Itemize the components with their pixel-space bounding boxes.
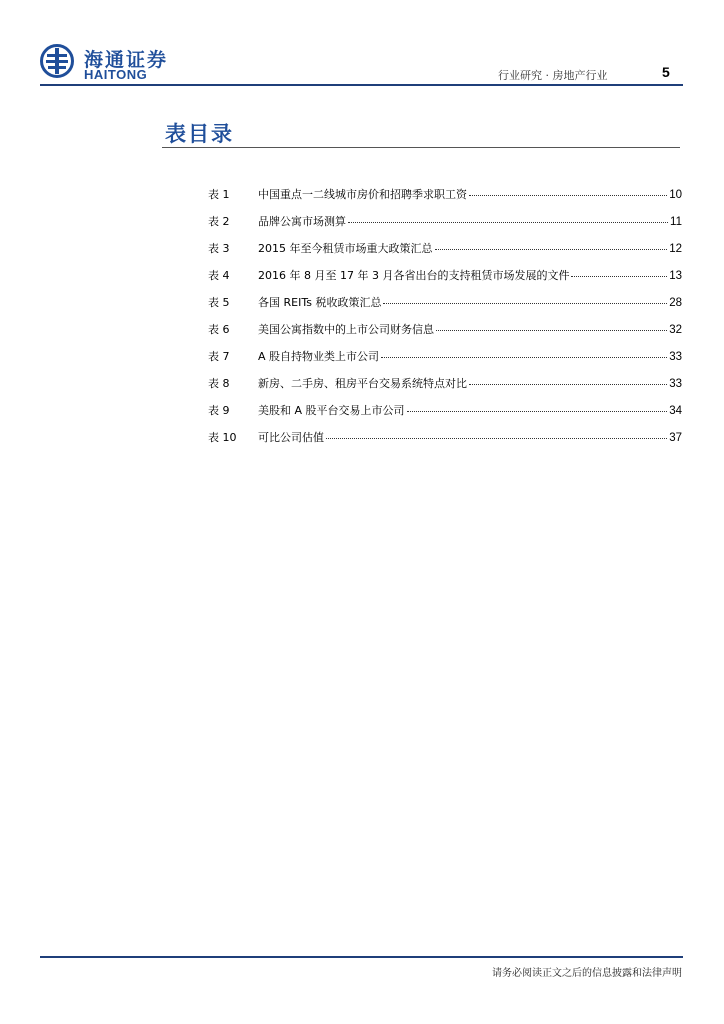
toc-entry-title: 中国重点一二线城市房价和招聘季求职工资	[258, 188, 467, 201]
logo-english-name: HAITONG	[84, 67, 148, 82]
logo-chinese-name: 海通证券	[84, 49, 169, 71]
toc-entry-number: 表 7	[208, 350, 230, 363]
toc-entry-page: 10	[669, 189, 682, 201]
dot-leader	[326, 438, 667, 439]
dot-leader	[348, 222, 668, 223]
toc-entry-number: 表 8	[208, 377, 230, 390]
table-of-tables	[208, 186, 682, 456]
header-divider	[40, 84, 683, 86]
toc-entry[interactable]	[208, 348, 682, 375]
report-category: 行业研究 · 房地产行业	[498, 69, 608, 82]
toc-entry-page: 37	[669, 432, 682, 444]
toc-entry-title: 各国 REITs 税收政策汇总	[258, 296, 382, 309]
haitong-logo	[40, 44, 190, 84]
toc-entry-title: 2015 年至今租赁市场重大政策汇总	[258, 242, 433, 255]
dot-leader	[381, 357, 667, 358]
haitong-logo-icon	[40, 44, 74, 78]
toc-entry-title: A 股自持物业类上市公司	[258, 350, 380, 363]
toc-entry-number: 表 2	[208, 215, 230, 228]
toc-entry-number: 表 6	[208, 323, 230, 336]
toc-entry-page: 11	[670, 216, 682, 228]
toc-entry-page: 28	[669, 297, 682, 309]
toc-entry[interactable]	[208, 375, 682, 402]
title-divider	[162, 147, 680, 148]
page-title: 表目录	[165, 121, 234, 146]
toc-entry-number: 表 1	[208, 188, 230, 201]
toc-entry-page: 13	[669, 270, 682, 282]
toc-entry[interactable]	[208, 186, 682, 213]
toc-entry-number: 表 4	[208, 269, 230, 282]
toc-entry-number: 表 10	[208, 431, 237, 444]
toc-entry-number: 表 5	[208, 296, 230, 309]
toc-entry[interactable]	[208, 294, 682, 321]
toc-entry-title: 2016 年 8 月至 17 年 3 月各省出台的支持租赁市场发展的文件	[258, 269, 570, 282]
page-number: 5	[662, 64, 670, 80]
toc-entry[interactable]	[208, 429, 682, 456]
toc-entry-page: 33	[669, 378, 682, 390]
footer-divider	[40, 956, 683, 958]
dot-leader	[435, 249, 668, 250]
toc-entry-number: 表 3	[208, 242, 230, 255]
toc-entry-title: 新房、二手房、租房平台交易系统特点对比	[258, 377, 467, 390]
toc-entry[interactable]	[208, 240, 682, 267]
dot-leader	[383, 303, 667, 304]
toc-entry[interactable]	[208, 402, 682, 429]
toc-entry-title: 可比公司估值	[258, 431, 324, 444]
toc-entry[interactable]	[208, 267, 682, 294]
dot-leader	[469, 195, 667, 196]
dot-leader	[571, 276, 667, 277]
dot-leader	[436, 330, 667, 331]
toc-entry[interactable]	[208, 213, 682, 240]
legal-disclaimer: 请务必阅读正文之后的信息披露和法律声明	[492, 968, 682, 979]
toc-entry-page: 34	[669, 405, 682, 417]
toc-entry-page: 33	[669, 351, 682, 363]
toc-entry-number: 表 9	[208, 404, 230, 417]
toc-entry[interactable]	[208, 321, 682, 348]
toc-entry-page: 32	[669, 324, 682, 336]
dot-leader	[407, 411, 668, 412]
toc-entry-title: 品牌公寓市场测算	[258, 215, 346, 228]
toc-entry-title: 美股和 A 股平台交易上市公司	[258, 404, 405, 417]
dot-leader	[469, 384, 667, 385]
toc-entry-title: 美国公寓指数中的上市公司财务信息	[258, 323, 434, 336]
toc-entry-page: 12	[669, 243, 682, 255]
